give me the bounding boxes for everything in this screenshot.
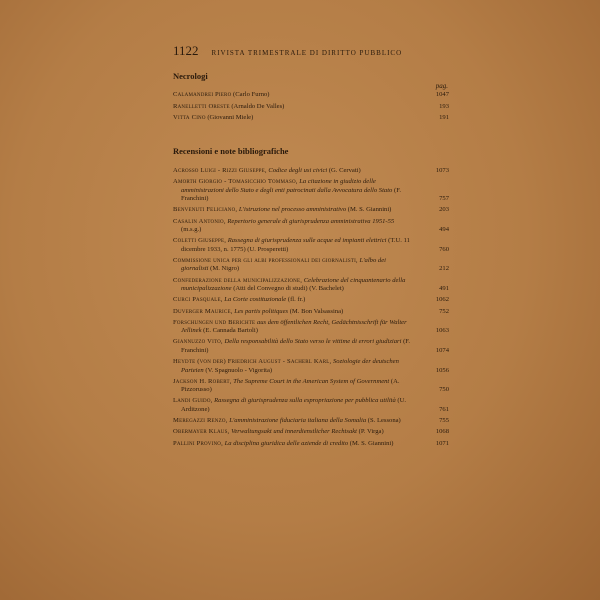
entry-author: Curci Pasquale, <box>173 296 223 304</box>
entry-text <box>173 296 449 305</box>
entry-reviewer: (F. Franchini) <box>181 186 401 203</box>
entry-page-number: 1071 <box>435 439 449 447</box>
entry-page-number: 1063 <box>435 327 449 335</box>
recensioni-list <box>173 167 449 451</box>
index-entry <box>173 114 449 123</box>
entry-author: Calamandrei Piero <box>173 91 232 98</box>
entry-reviewer: (S. Lessona) <box>366 417 401 425</box>
entry-title: L'albo dei giornalisti <box>181 256 386 273</box>
entry-title: Rassegna di giurisprudenza sulle acque ed impianti elettrici <box>227 237 387 245</box>
entry-title: La citazione in giudizio delle amministrazioni dello Stato e degli enti patrocinati dalla Avvocatura dello Stato <box>181 178 393 194</box>
entry-reviewer: (F. Franchini) <box>181 338 411 354</box>
index-entry <box>173 103 449 112</box>
entry-page-number: 191 <box>439 114 449 121</box>
entry-author: Benvenuti Feliciano, <box>173 206 238 214</box>
entry-page-number: 1062 <box>435 296 449 304</box>
recensioni-heading: Recensioni e note bibliografiche <box>173 146 289 156</box>
entry-reviewer: (Arnaldo De Valles) <box>231 102 285 110</box>
entry-author: Giannuzzo Vito, <box>173 338 223 346</box>
index-entry <box>173 397 449 414</box>
entry-text <box>173 307 449 317</box>
entry-text <box>173 217 449 235</box>
entry-reviewer: (A. Pizzorusso) <box>181 377 400 394</box>
entry-title: La disciplina giuridica delle aziende di credito <box>224 439 349 447</box>
page-number: 1122 <box>173 43 199 58</box>
entry-text <box>173 318 449 336</box>
entry-text <box>173 358 449 375</box>
entry-reviewer: (m.s.g.) <box>181 226 202 234</box>
index-entry <box>173 206 449 215</box>
entry-author: Obermayer Klaus, <box>173 428 230 436</box>
entry-page-number: 761 <box>439 405 449 413</box>
index-entry <box>173 218 449 235</box>
entry-reviewer: (M. S. Giannini) <box>346 206 392 214</box>
entry-reviewer: (Carlo Furno) <box>233 91 270 98</box>
index-entry <box>173 319 449 336</box>
entry-page-number: 1056 <box>435 366 449 374</box>
index-entry <box>173 440 449 449</box>
entry-reviewer: (E. Cannada Bartoli) <box>201 327 258 335</box>
entry-text <box>173 167 449 176</box>
entry-title: Codice degli usi civici <box>268 167 328 174</box>
entry-text <box>173 338 449 355</box>
entry-page-number: 755 <box>439 417 449 425</box>
entry-reviewer: (Atti del Convegno di studi) (V. Bachelet) <box>231 285 344 293</box>
entry-title: Soziologie der deutschen Parteien <box>181 358 399 374</box>
entry-author: Commissione unica per gli albi professionali dei giornalisti, <box>173 256 358 264</box>
entry-author: Vitta Cino <box>173 114 206 121</box>
index-entry <box>173 277 449 294</box>
entry-reviewer: (V. Spagnuolo - Vigorita) <box>203 366 273 374</box>
entry-page-number: 1073 <box>435 167 449 174</box>
entry-title: L'amministrazione fiduciaria italiana della Somalia <box>229 417 367 425</box>
entry-text <box>173 439 449 449</box>
index-entry <box>173 378 449 395</box>
necrologi-list <box>173 91 449 126</box>
entry-title: La Corte costituzionale <box>224 296 287 304</box>
running-header <box>173 44 473 60</box>
entry-text <box>173 428 449 437</box>
journal-title: RIVISTA TRIMESTRALE DI DIRITTO PUBBLICO <box>211 49 403 57</box>
entry-page-number: 760 <box>439 245 449 253</box>
entry-reviewer: (U. Arditzone) <box>181 397 407 413</box>
entry-title: aus dem öffentlichen Recht, Gedächtnisschrift für Walter Jellinek <box>181 318 407 335</box>
entry-text <box>173 102 449 112</box>
entry-page-number: 203 <box>439 206 449 214</box>
entry-title: Les partis politiques <box>234 307 289 315</box>
entry-author: Jackson H. Robert, <box>173 377 232 385</box>
index-entry <box>173 296 449 305</box>
entry-page-number: 494 <box>439 226 449 234</box>
entry-text <box>173 206 449 215</box>
necrologi-heading: Necrologi <box>173 71 208 81</box>
entry-text <box>173 114 449 123</box>
entry-title: Verwaltungsakt und innerdienstlicher Rechtsakt <box>231 428 357 436</box>
entry-author: Acrosso Luigi - Rizzi Giuseppe, <box>173 167 267 174</box>
index-entry <box>173 257 449 274</box>
entry-reviewer: (Giovanni Miele) <box>207 114 254 121</box>
entry-text <box>173 91 449 100</box>
index-entry <box>173 237 449 254</box>
entry-page-number: 212 <box>439 265 449 273</box>
entry-page-number: 491 <box>439 285 449 293</box>
entry-author: Forschungen und Berichte <box>173 318 256 326</box>
entry-reviewer: (M. S. Giannini) <box>348 439 394 447</box>
entry-page-number: 757 <box>439 195 449 203</box>
entry-reviewer: (G. Cervati) <box>327 167 361 174</box>
index-entry <box>173 178 449 204</box>
entry-author: Heydte (von der) Friedrich August - Sacherl Karl, <box>173 358 332 366</box>
entry-page-number: 1074 <box>435 346 449 354</box>
entry-text <box>173 178 449 204</box>
entry-page-number: 1068 <box>435 428 449 436</box>
entry-author: Duverger Maurice, <box>173 307 233 315</box>
entry-author: Pallini Provino, <box>173 439 223 447</box>
entry-author: Landi Guido, <box>173 397 213 405</box>
index-entry <box>173 167 449 176</box>
entry-title: Repertorio generale di giurisprudenza amministrativa 1951-55 <box>227 217 395 225</box>
entry-page-number: 750 <box>439 386 449 394</box>
index-entry <box>173 358 449 375</box>
entry-title: Rassegna di giurisprudenza sulla espropriazione per pubblica utilità <box>214 397 396 405</box>
entry-title: Della responsabilità dello Stato verso le vittime di errori giudiziari <box>224 338 402 346</box>
entry-page-number: 1047 <box>435 91 449 98</box>
entry-text <box>173 237 449 254</box>
entry-author: Confederazione della municipalizzazione, <box>173 276 303 284</box>
entry-author: Ranelletti Oreste <box>173 102 230 110</box>
entry-reviewer: (M. Bon Valsassina) <box>288 307 344 315</box>
entry-reviewer: (T.U. 11 dicembre 1933, n. 1775) (U. Prosperetti) <box>181 237 410 253</box>
entry-text <box>173 377 449 395</box>
index-entry <box>173 417 449 426</box>
entry-text <box>173 276 449 294</box>
entry-text <box>173 397 449 414</box>
entry-title: The Supreme Court in the American System of Government <box>233 377 390 385</box>
entry-text <box>173 256 449 274</box>
entry-author: Casalin Antonio, <box>173 217 226 225</box>
entry-text <box>173 417 449 426</box>
entry-reviewer: (fl. fr.) <box>286 296 306 304</box>
entry-title: L'istruzione nel processo amministrativo <box>238 206 347 214</box>
entry-page-number: 752 <box>439 307 449 315</box>
entry-title: Celebrazione del cinquantenario della municipalizzazione <box>181 276 406 293</box>
entry-author: Amorth Giorgio - Tomasicchio Tommaso, <box>173 178 298 186</box>
index-entry <box>173 338 449 355</box>
entry-author: Meregazzi Renzo, <box>173 417 228 425</box>
entry-author: Coletti Giuseppe, <box>173 237 227 245</box>
entry-reviewer: (P. Virga) <box>357 428 384 436</box>
index-entry <box>173 308 449 317</box>
index-entry <box>173 91 449 100</box>
entry-page-number: 193 <box>439 102 449 110</box>
pag-label: pag. <box>435 82 448 90</box>
entry-reviewer: (M. Nigro) <box>208 265 240 273</box>
index-entry <box>173 428 449 437</box>
